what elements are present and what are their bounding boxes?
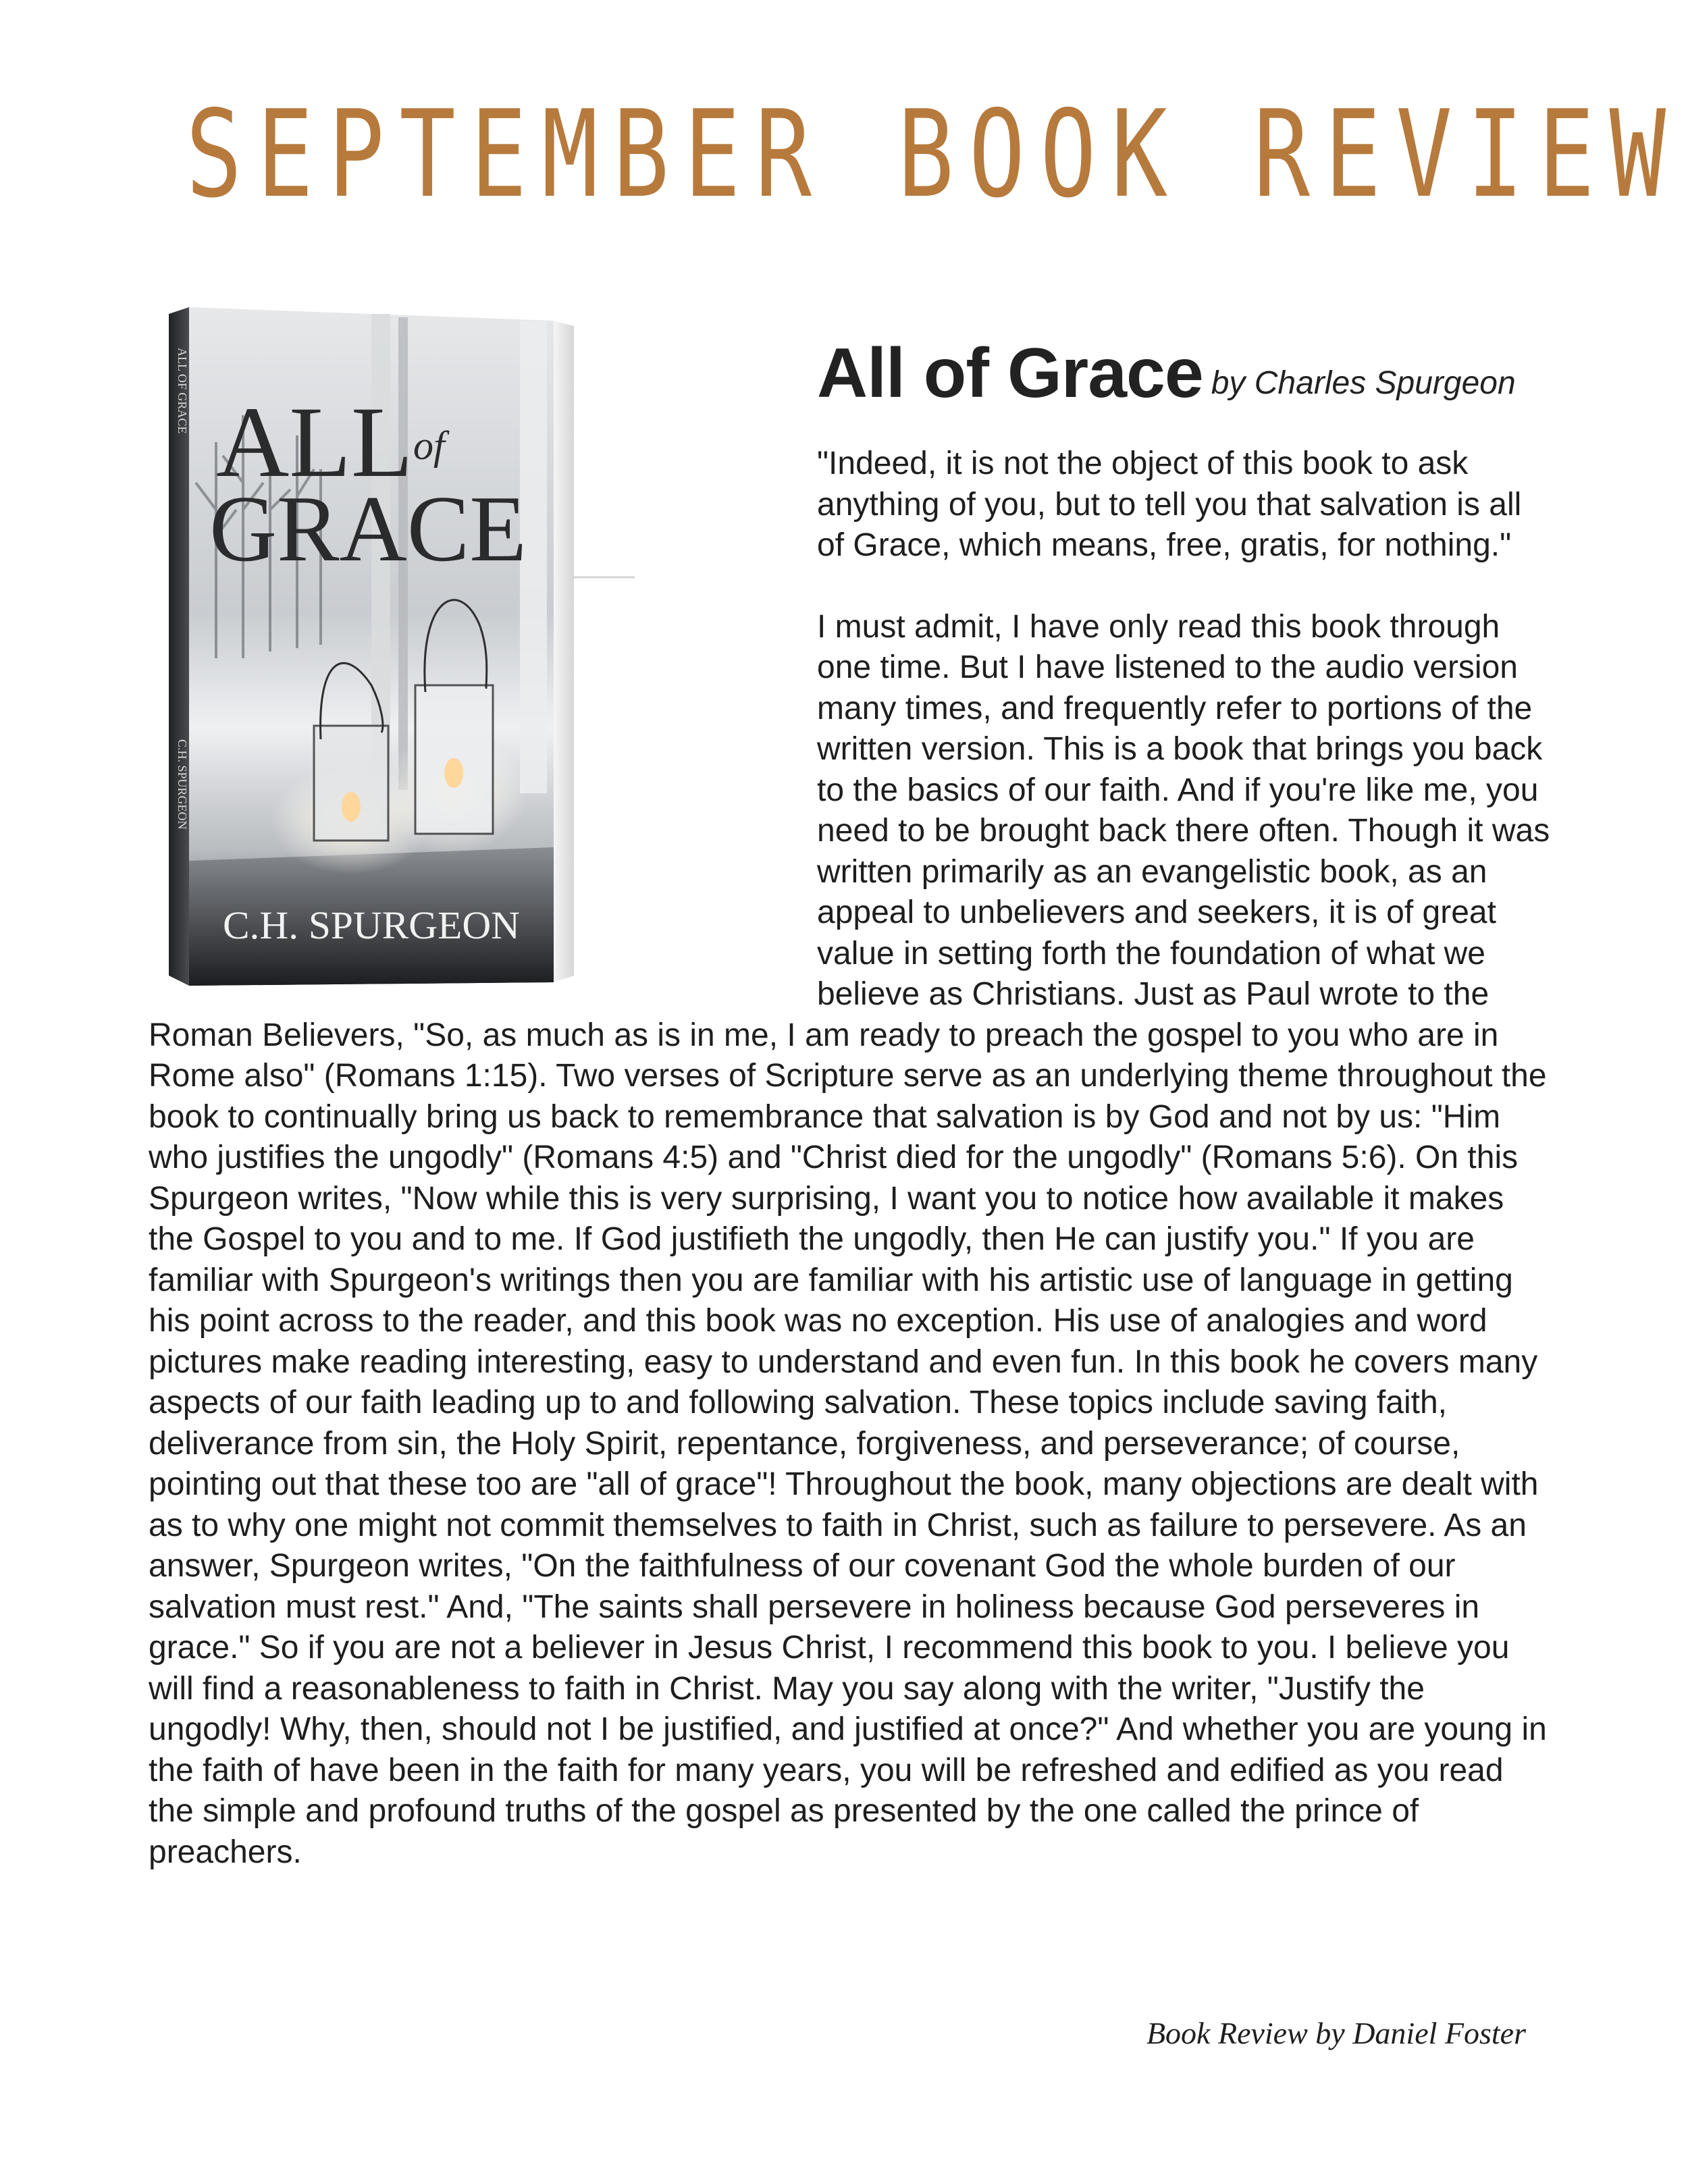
book-title: All of Grace [817,334,1203,412]
article [149,307,1553,1873]
book-title-row [817,321,1553,412]
cover-author: C.H. SPURGEON [223,903,520,947]
cover-title-word-3: GRACE [209,477,527,581]
page-title: SEPTEMBER BOOK REVIEW [186,84,1681,224]
cover-page-edges [554,321,574,982]
cover-title-word-1: ALL [216,386,413,498]
review-byline: Book Review by Daniel Foster [1146,2016,1526,2050]
cover-title-word-2: of [413,423,445,468]
cover-spine-author: C.H. SPURGEON [176,739,189,830]
book-cover-image [169,307,662,989]
book-author: by Charles Spurgeon [1211,365,1516,401]
book-quote: "Indeed, it is not the object of this book to ask anything of you, but to tell you that salvation is all of Grace, which means, free, gratis, for nothing." [817,446,1522,563]
cover-spine-title: ALL OF GRACE [176,348,189,434]
review-body: I must admit, I have only read this book through one time. But I have listened to the audio version many times, and frequently refer to portions of the written version. This is a book that brings you back to the basics of our faith. And if you're like me, you need to be brought back there often. Though it was written primarily as an evangelistic book, as an appeal to unbelievers and seekers, it is of great value in setting forth the foundation of what we believe as Christians. Just as Paul wrote to the Roman Believers, "So, as much as is in me, I am ready to preach the gospel to you who are in Rome also" (Romans 1:15). Two verses of Scripture serve as an underlying theme throughout the book to continually bring us back to remembrance that salvation is by God and not by us: "Him who justifies the ungodly" (Romans 4:5) and "Christ died for the ungodly" (Romans 5:6). On this Spurgeon writes, "Now while this is very surprising, I want you to notice how available it makes the Gospel to you and to me. If God justifieth the ungodly, then He can justify you." If you are familiar with Spurgeon's writings then you are familiar with his artistic use of language in getting his point across to the reader, and this book was no exception. His use of analogies and word pictures make reading interesting, easy to understand and even fun. In this book he covers many aspects of our faith leading up to and following salvation. These topics include saving faith, deliverance from sin, the Holy Spirit, repentance, forgiveness, and perseverance; of course, pointing out that these too are "all of grace"! Throughout the book, many objections are dealt with as to why one might not commit themselves to faith in Christ, such as failure to persevere. As an answer, Spurgeon writes, "On the faithfulness of our covenant God the whole burden of our salvation must rest." And, "The saints shall persevere in holiness because God perseveres in grace." So if you are not a believer in Jesus Christ, I recommend this book to you. I believe you will find a reasonableness to faith in Christ. May you say along with the writer, "Justify the ungodly! Why, then, should not I be justified, and justified at once?" And whether you are young in the faith of have been in the faith for many years, you will be refreshed and edified as you read the simple and profound truths of the gospel as presented by the one called the prince of preachers. [149,608,1550,1870]
